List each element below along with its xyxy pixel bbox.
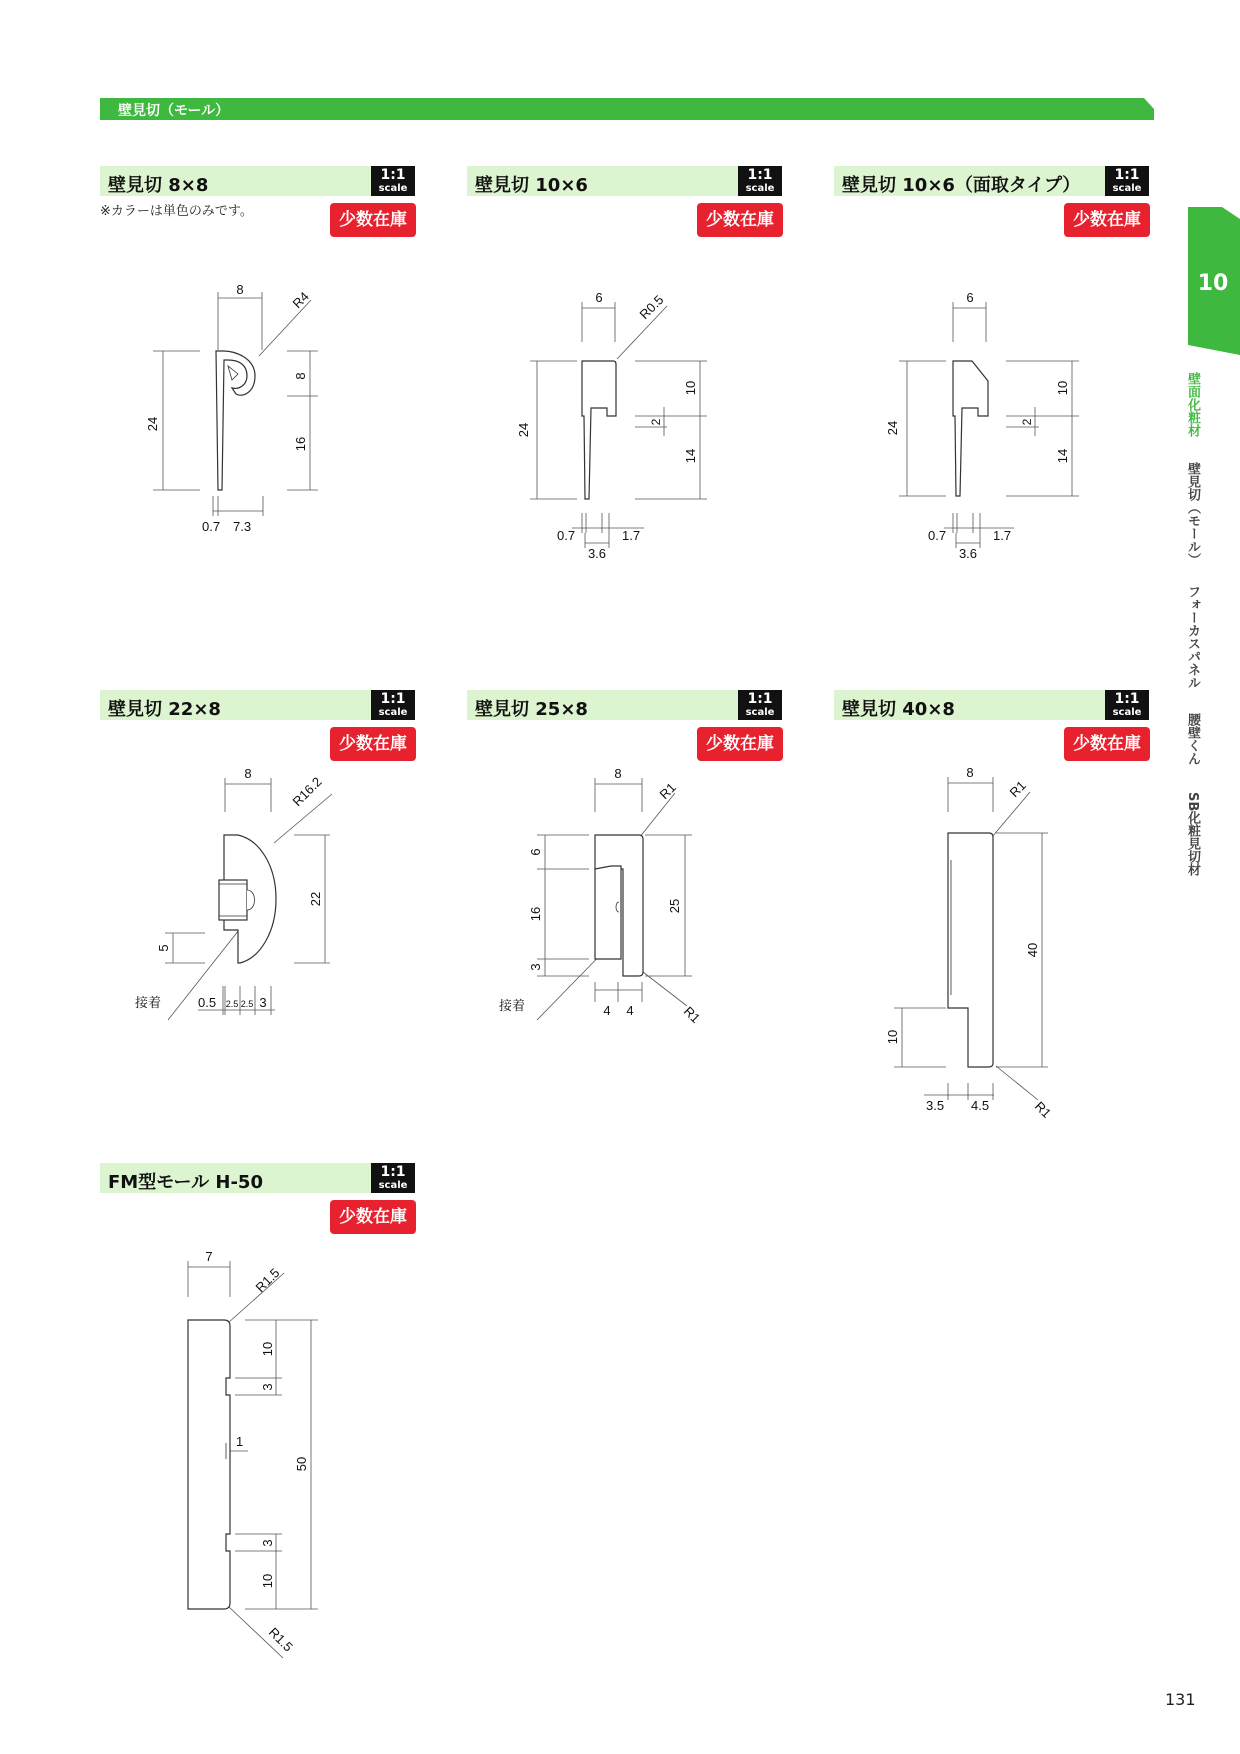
stock-badge: 少数在庫 (697, 203, 783, 237)
dim-top: 8 (614, 766, 622, 781)
scale-ratio: 1:1 (380, 691, 406, 707)
dim-top: 8 (244, 766, 252, 781)
dim-b2: 2.5 (225, 999, 239, 1009)
side-item-sb-trim[interactable]: SB化粧見切材 (1185, 792, 1200, 877)
side-item-wall-decor[interactable]: 壁面化粧材 (1185, 372, 1200, 437)
profile-drawing (100, 166, 420, 546)
profile-drawing (100, 690, 420, 1050)
dim-radius-bottom: R1 (680, 1003, 704, 1026)
dim-radius: R16.2 (289, 773, 325, 810)
chapter-number: 10 (1197, 271, 1229, 296)
profile-drawing (834, 690, 1154, 1130)
dim-radius-bottom: R1 (1031, 1098, 1055, 1121)
product-25x8 (467, 690, 787, 1050)
dim-b3: 3.6 (587, 546, 607, 561)
product-22x8 (100, 690, 420, 1050)
scale-ratio: 1:1 (747, 691, 773, 707)
dim-top: 8 (236, 282, 244, 297)
dim-left: 10 (885, 1029, 900, 1045)
product-title: 壁見切 22×8 (108, 699, 221, 720)
side-item-wall-trim[interactable]: 壁見切（モール） (1185, 462, 1200, 566)
product-8x8 (100, 166, 420, 546)
dim-b3: 3.6 (958, 546, 978, 561)
dim-left: 5 (156, 944, 171, 952)
dim-b2: 1.7 (622, 528, 641, 543)
adhesive-label: 接着 (499, 998, 526, 1013)
dim-bottom-left: 0.7 (202, 519, 221, 534)
dim-bottom-right: 7.3 (233, 519, 252, 534)
scale-word: scale (378, 707, 408, 718)
dim-b1: 0.7 (928, 528, 947, 543)
dim-radius: R0.5 (636, 292, 667, 323)
dim-height: 25 (667, 898, 682, 914)
dim-radius: R4 (289, 288, 312, 312)
product-40x8 (834, 690, 1154, 1130)
stock-badge: 少数在庫 (1064, 203, 1150, 237)
dim-step: 2 (1020, 418, 1034, 426)
scale-word: scale (378, 183, 408, 194)
dim-b1: 4 (603, 1003, 611, 1018)
dim-d3: 1 (236, 1434, 244, 1449)
dim-radius-top: R1 (1006, 777, 1029, 801)
dim-d5: 10 (260, 1573, 275, 1589)
profile-drawing (467, 690, 787, 1050)
dim-lower: 16 (293, 436, 308, 452)
scale-ratio: 1:1 (747, 167, 773, 183)
dim-height: 24 (516, 422, 531, 438)
product-title: 壁見切 10×6（面取タイプ） (842, 175, 1081, 196)
dim-top: 7 (205, 1249, 213, 1264)
section-banner (100, 98, 1154, 120)
dim-upper: 10 (683, 380, 698, 396)
chapter-tab[interactable] (1188, 207, 1240, 355)
dim-middle: 16 (528, 906, 543, 922)
dim-lower: 14 (683, 448, 698, 464)
scale-word: scale (745, 183, 775, 194)
dim-d4: 3 (260, 1539, 275, 1547)
dim-height: 40 (1025, 942, 1040, 958)
dim-top: 8 (966, 765, 974, 780)
dim-lower: 14 (1055, 448, 1070, 464)
product-note: ※カラーは単色のみです。 (100, 204, 253, 219)
product-title: 壁見切 25×8 (475, 699, 588, 720)
dim-b2: 1.7 (993, 528, 1012, 543)
side-item-focus-panel[interactable]: フォーカスパネル (1185, 585, 1200, 689)
product-fm-h50 (100, 1163, 420, 1663)
dim-top: 6 (595, 290, 603, 305)
product-title: 壁見切 10×6 (475, 175, 588, 196)
dim-b2: 4 (626, 1003, 634, 1018)
scale-ratio: 1:1 (1114, 691, 1140, 707)
dim-b2: 4.5 (971, 1098, 990, 1113)
dim-upper: 6 (528, 848, 543, 856)
dim-height: 50 (294, 1456, 309, 1472)
dim-b4: 3 (259, 995, 267, 1010)
dim-radius-top: R1.5 (252, 1265, 283, 1296)
stock-badge: 少数在庫 (1064, 727, 1150, 761)
scale-ratio: 1:1 (1114, 167, 1140, 183)
dim-upper: 8 (293, 372, 308, 380)
side-item-wainscot[interactable]: 腰壁くん (1185, 713, 1200, 765)
adhesive-label: 接着 (135, 995, 162, 1010)
product-10x6-chamfer (834, 166, 1154, 566)
product-title: FM型モール H-50 (108, 1172, 263, 1193)
profile-drawing (467, 166, 787, 566)
stock-badge: 少数在庫 (330, 203, 416, 237)
dim-b1: 3.5 (926, 1098, 945, 1113)
dim-upper: 10 (1055, 380, 1070, 396)
scale-ratio: 1:1 (380, 1164, 406, 1180)
dim-b3: 2.5 (240, 999, 254, 1009)
scale-word: scale (745, 707, 775, 718)
scale-word: scale (378, 1180, 408, 1191)
dim-height: 24 (885, 420, 900, 436)
profile-drawing (834, 166, 1154, 566)
dim-lower: 3 (528, 963, 543, 971)
product-title: 壁見切 8×8 (108, 175, 209, 196)
dim-b1: 0.5 (198, 995, 217, 1010)
scale-word: scale (1112, 183, 1142, 194)
banner-shape (100, 98, 1154, 120)
product-10x6 (467, 166, 787, 566)
scale-ratio: 1:1 (380, 167, 406, 183)
product-title: 壁見切 40×8 (842, 699, 955, 720)
dim-top: 6 (966, 290, 974, 305)
dim-height: 24 (145, 416, 160, 432)
page-number: 131 (1165, 1690, 1196, 1709)
stock-badge: 少数在庫 (330, 727, 416, 761)
dim-radius-bottom: R1.5 (265, 1624, 296, 1655)
dim-radius-top: R1 (656, 779, 679, 803)
dim-d2: 3 (260, 1383, 275, 1391)
dim-step: 2 (649, 418, 663, 426)
dim-b1: 0.7 (557, 528, 576, 543)
dim-d1: 10 (260, 1341, 275, 1357)
scale-word: scale (1112, 707, 1142, 718)
banner-label: 壁見切（モール） (118, 103, 230, 119)
profile-drawing (100, 1163, 420, 1663)
stock-badge: 少数在庫 (330, 1200, 416, 1234)
dim-height: 22 (308, 891, 323, 907)
stock-badge: 少数在庫 (697, 727, 783, 761)
